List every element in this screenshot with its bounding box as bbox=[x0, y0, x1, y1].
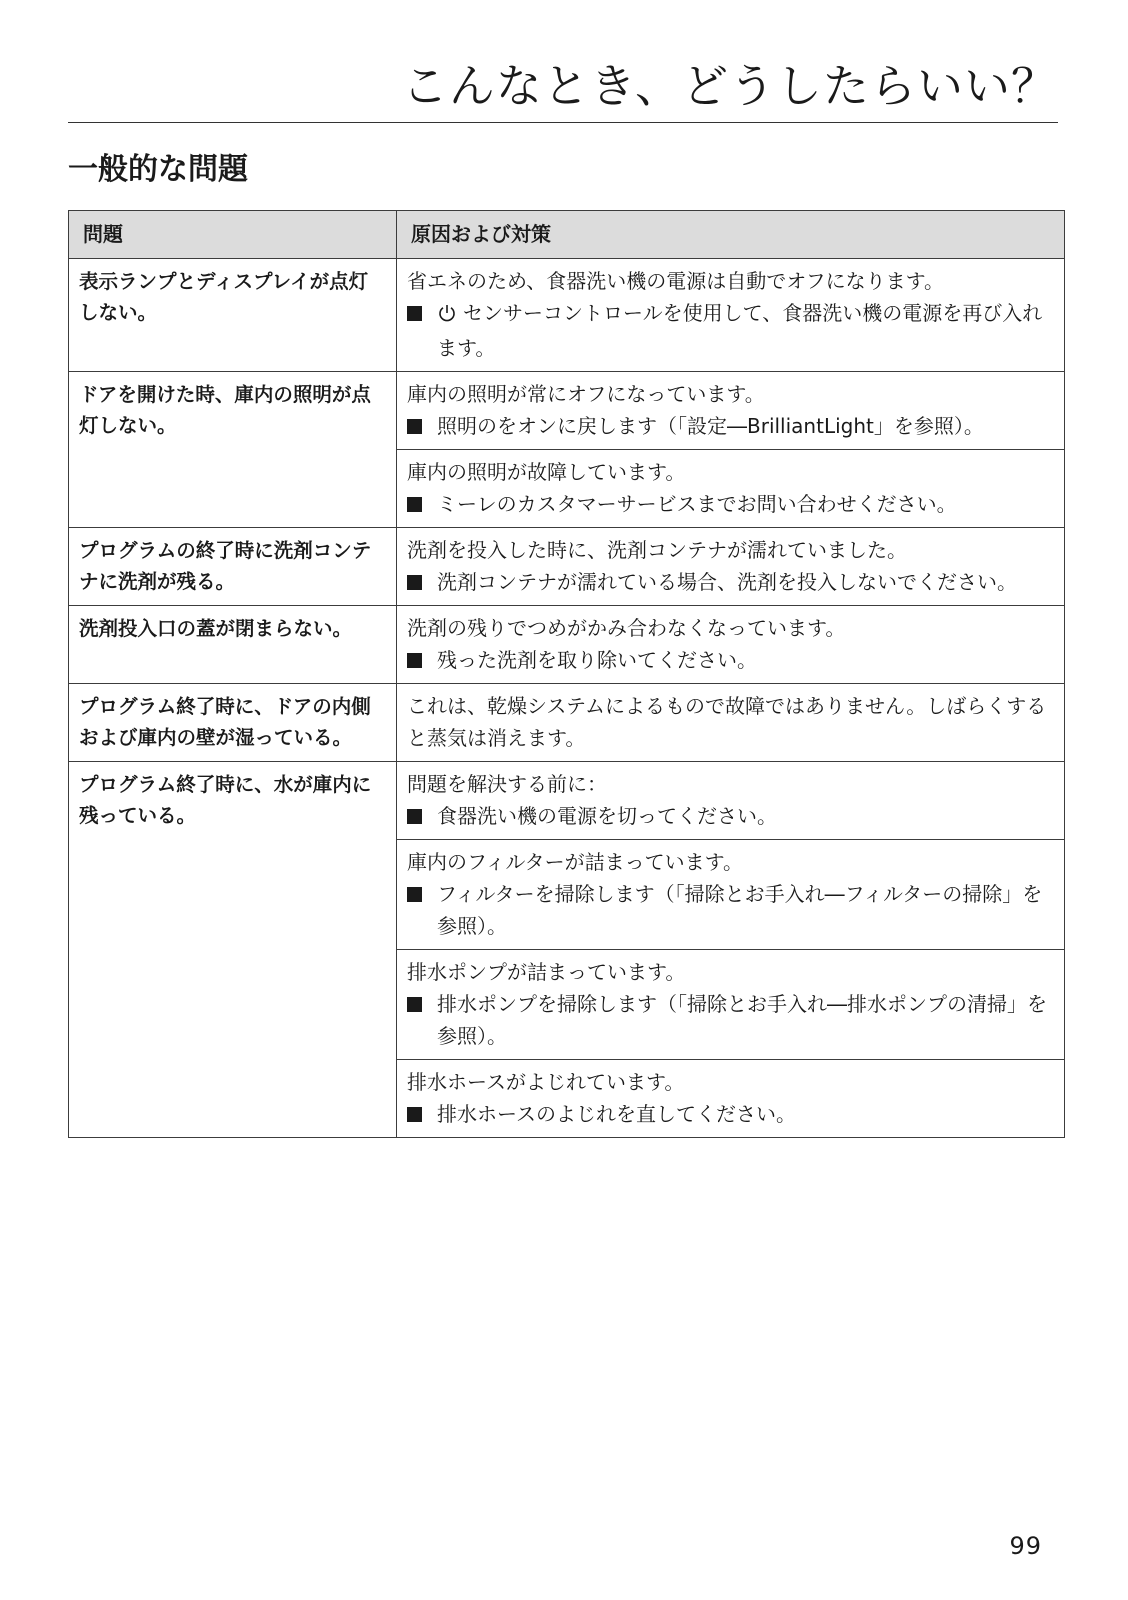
remedy-step bbox=[407, 644, 1054, 676]
remedy-step bbox=[407, 566, 1054, 598]
cause-remedy-cell bbox=[397, 450, 1065, 528]
problem-cell: 表示ランプとディスプレイが点灯しない。 bbox=[69, 259, 397, 372]
remedy-step bbox=[407, 297, 1054, 364]
cause-text: これは、乾燥システムによるもので故障ではありません。しばらくすると蒸気は消えます。 bbox=[407, 694, 1047, 750]
problem-cell: 洗剤投入口の蓋が閉まらない。 bbox=[69, 606, 397, 684]
bullet-square-icon bbox=[407, 419, 422, 434]
remedy-step bbox=[407, 800, 1054, 832]
bullet-square-icon bbox=[407, 809, 422, 824]
table-row bbox=[69, 762, 1065, 840]
remedy-text: 排水ホースのよじれを直してください。 bbox=[437, 1102, 796, 1126]
remedy-text: フィルターを掃除します（「掃除とお手入れ―フィルターの掃除」を参照）。 bbox=[437, 882, 1043, 938]
column-header-problem: 問題 bbox=[69, 211, 397, 259]
cause-text: 庫内の照明が故障しています。 bbox=[407, 460, 686, 484]
cause-remedy-cell bbox=[397, 372, 1065, 450]
table-row bbox=[69, 259, 1065, 372]
problem-cell: プログラム終了時に、ドアの内側および庫内の壁が湿っている。 bbox=[69, 684, 397, 762]
cause-remedy-cell bbox=[397, 950, 1065, 1060]
remedy-text: 排水ポンプを掃除します（「掃除とお手入れ―排水ポンプの清掃」を参照）。 bbox=[437, 992, 1047, 1048]
table-header-row bbox=[69, 211, 1065, 259]
cause-text: 問題を解決する前に： bbox=[407, 772, 607, 796]
cause-remedy-cell bbox=[397, 1060, 1065, 1138]
table-row bbox=[69, 528, 1065, 606]
cause-remedy-cell bbox=[397, 762, 1065, 840]
cause-remedy-cell bbox=[397, 840, 1065, 950]
bullet-square-icon bbox=[407, 1107, 422, 1122]
page-number: 99 bbox=[1009, 1532, 1042, 1560]
bullet-square-icon bbox=[407, 653, 422, 668]
column-header-cause-remedy: 原因および対策 bbox=[397, 211, 1065, 259]
cause-remedy-cell bbox=[397, 259, 1065, 372]
section-title: 一般的な問題 bbox=[68, 152, 248, 187]
page-title: こんなとき、どうしたらいい？ bbox=[401, 59, 1058, 113]
cause-text: 省エネのため、食器洗い機の電源は自動でオフになります。 bbox=[407, 269, 944, 293]
bullet-square-icon bbox=[407, 306, 422, 321]
remedy-text: 照明のをオンに戻します（「設定―BrilliantLight」を参照）。 bbox=[437, 414, 984, 438]
cause-text: 排水ホースがよじれています。 bbox=[407, 1070, 685, 1094]
table-row bbox=[69, 372, 1065, 450]
cause-text: 庫内のフィルターが詰まっています。 bbox=[407, 850, 743, 874]
cause-text: 洗剤を投入した時に、洗剤コンテナが濡れていました。 bbox=[407, 538, 907, 562]
troubleshooting-table bbox=[68, 210, 1065, 1138]
remedy-text: センサーコントロールを使用して、食器洗い機の電源を再び入れます。 bbox=[437, 301, 1043, 360]
problem-cell: プログラムの終了時に洗剤コンテナに洗剤が残る。 bbox=[69, 528, 397, 606]
remedy-step bbox=[407, 488, 1054, 520]
cause-text: 排水ポンプが詰まっています。 bbox=[407, 960, 686, 984]
cause-text: 庫内の照明が常にオフになっています。 bbox=[407, 382, 765, 406]
bullet-square-icon bbox=[407, 887, 422, 902]
table-row bbox=[69, 684, 1065, 762]
page-header bbox=[68, 56, 1058, 123]
remedy-text: ミーレのカスタマーサービスまでお問い合わせください。 bbox=[437, 492, 957, 516]
remedy-step bbox=[407, 878, 1054, 942]
remedy-step bbox=[407, 1098, 1054, 1130]
bullet-square-icon bbox=[407, 497, 422, 512]
remedy-text: 残った洗剤を取り除いてください。 bbox=[437, 648, 757, 672]
remedy-text: 食器洗い機の電源を切ってください。 bbox=[437, 804, 777, 828]
cause-remedy-cell bbox=[397, 528, 1065, 606]
problem-cell: プログラム終了時に、水が庫内に残っている。 bbox=[69, 762, 397, 1138]
power-icon bbox=[437, 300, 457, 332]
cause-text: 洗剤の残りでつめがかみ合わなくなっています。 bbox=[407, 616, 846, 640]
cause-remedy-cell bbox=[397, 606, 1065, 684]
bullet-square-icon bbox=[407, 997, 422, 1012]
remedy-step bbox=[407, 988, 1054, 1052]
remedy-step bbox=[407, 410, 1054, 442]
table-row bbox=[69, 606, 1065, 684]
problem-cell: ドアを開けた時、庫内の照明が点灯しない。 bbox=[69, 372, 397, 528]
bullet-square-icon bbox=[407, 575, 422, 590]
cause-remedy-cell bbox=[397, 684, 1065, 762]
remedy-text: 洗剤コンテナが濡れている場合、洗剤を投入しないでください。 bbox=[437, 570, 1017, 594]
